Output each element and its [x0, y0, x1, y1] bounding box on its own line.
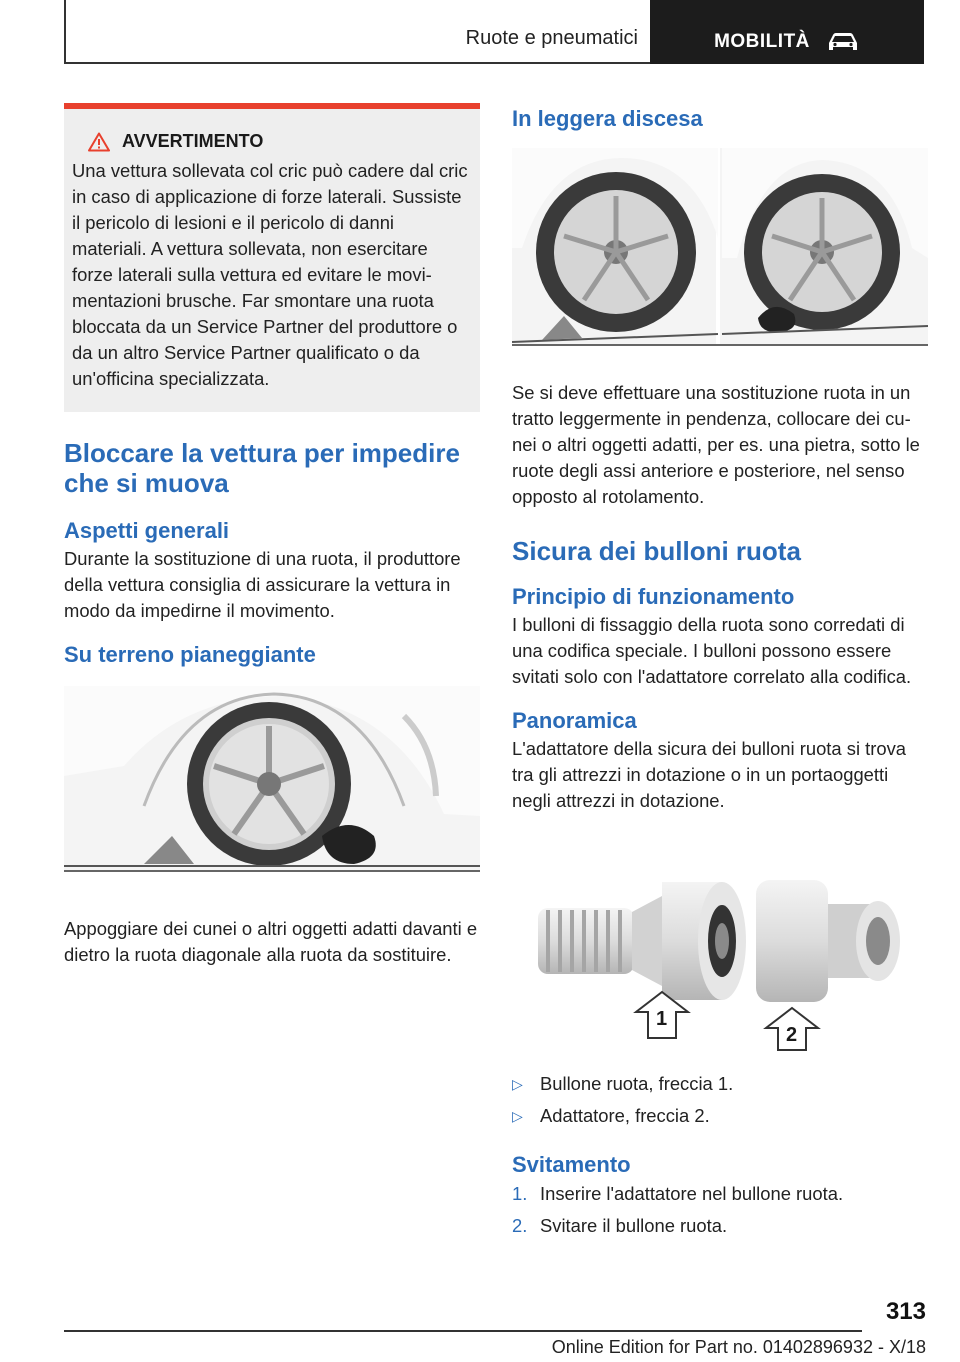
page-header	[64, 0, 924, 64]
section-title: Ruote e pneumatici	[64, 0, 650, 64]
callout-label-2: 2	[786, 1024, 798, 1046]
subheading-leggera-discesa: In leggera discesa	[512, 106, 703, 131]
subheading-principio: Principio di funzionamento	[512, 584, 795, 609]
slope-chock-illustration	[512, 148, 928, 346]
parts-list	[512, 1068, 928, 1132]
step-item	[512, 1210, 928, 1242]
wheel-chock-image	[64, 686, 480, 872]
list-item	[512, 1100, 928, 1132]
right-column	[512, 100, 928, 1242]
warning-text: Una vettura sollevata col cric può cadere dal cric in caso di applicazione di forze laterali. Sussiste il pericolo di lesioni e il pericolo di danni materiali. A vettura sollevata, non esercitare forze laterali sulla vettura ed evitare le movimentazioni brusche. Far smontare una ruota bloccata da un Service Partner del produttore o da un altro Service Partner qualificato o da un'officina specializzata.	[72, 160, 468, 389]
list-item	[512, 1068, 928, 1100]
steps-list	[512, 1178, 928, 1242]
step-text: Svitare il bullone ruota.	[540, 1215, 728, 1236]
principio-text: I bulloni di fissaggio della ruota sono corredati di una codifica speciale. I bulloni possono essere svitati solo con l'adattatore correlato alla codifica.	[512, 614, 912, 687]
footer-edition: Online Edition for Part no. 01402896932 - X/18	[551, 1337, 926, 1357]
section-heading-bloccare: Bloccare la vettura per impedire che si muova	[64, 438, 460, 498]
subheading-panoramica: Panoramica	[512, 708, 637, 733]
triangle-bullet-icon: ▷	[512, 1076, 523, 1092]
aspetti-generali-text: Durante la sostituzione di una ruota, il produttore della vettura consiglia di assicurare la vettura in modo da impedirne il movimento.	[64, 548, 461, 621]
bolt-adapter-illustration	[512, 852, 928, 1052]
page-number: 313	[885, 1298, 926, 1325]
warning-heading	[72, 131, 470, 152]
leggera-discesa-text: Se si deve effettuare una sostituzione ruota in un tratto leggermente in pendenza, collocare dei cunei o altri oggetti adatti, per es. una pietra, sotto le ruote degli assi anteriore e posteriore, nel senso opposto al rotolamento.	[512, 382, 920, 507]
slope-chock-image	[512, 148, 928, 346]
step-text: Inserire l'adattatore nel bullone ruota.	[540, 1183, 844, 1204]
step-number: 2.	[512, 1215, 528, 1236]
terreno-pianeggiante-text: Appoggiare dei cunei o altri oggetti adatti davanti e dietro la ruota diagonale alla ruota da sostituire.	[64, 918, 478, 965]
subheading-svitamento: Svitamento	[512, 1152, 631, 1177]
list-item-text: Bullone ruota, freccia 1.	[540, 1073, 734, 1094]
warning-triangle-icon	[88, 132, 110, 152]
warning-box	[64, 103, 480, 412]
subheading-terreno-pianeggiante: Su terreno pianeggiante	[64, 642, 316, 667]
left-column	[64, 103, 480, 968]
subheading-aspetti-generali: Aspetti generali	[64, 518, 230, 543]
step-number: 1.	[512, 1183, 528, 1204]
car-icon	[826, 31, 860, 53]
list-item-text: Adattatore, freccia 2.	[540, 1105, 710, 1126]
triangle-bullet-icon: ▷	[512, 1108, 523, 1124]
section-heading-sicura-bulloni: Sicura dei bulloni ruota	[512, 536, 801, 566]
warning-title: AVVERTIMENTO	[122, 131, 264, 151]
bolt-adapter-image	[512, 852, 928, 1052]
footer-divider	[64, 1330, 862, 1332]
chapter-tab[interactable]	[650, 0, 924, 64]
wheel-chock-illustration	[64, 686, 480, 872]
step-item	[512, 1178, 928, 1210]
panoramica-text: L'adattatore della sicura dei bulloni ruota si trova tra gli attrezzi in dotazione o in un portaoggetti negli attrezzi in dotazione.	[512, 738, 907, 811]
callout-label-1: 1	[656, 1008, 668, 1030]
chapter-tab-label: MOBILITÀ	[714, 31, 810, 52]
